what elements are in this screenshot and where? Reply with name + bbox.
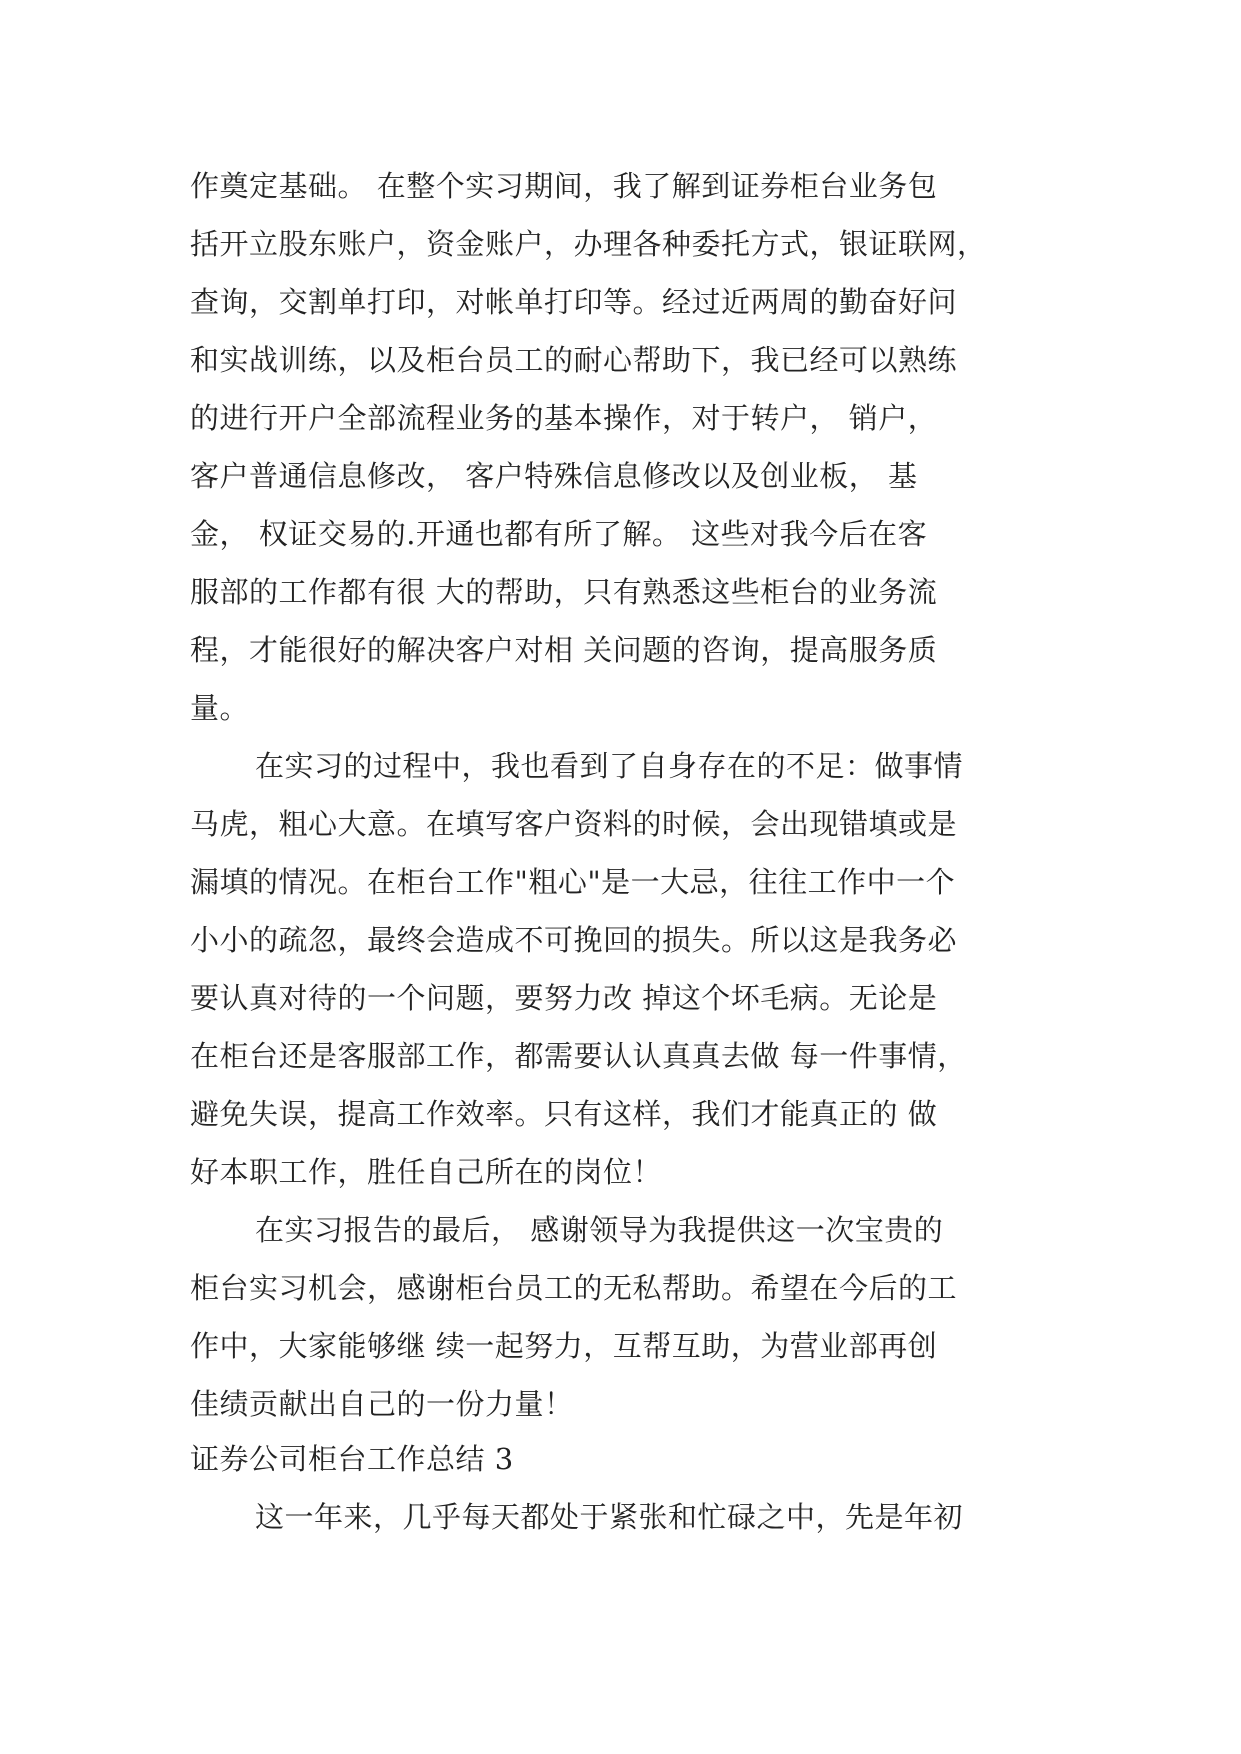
text-line: 避免失误，提高工作效率。只有这样，我们才能真正的 做 bbox=[190, 1097, 938, 1131]
text-line: 马虎，粗心大意。在填写客户资料的时候，会出现错填或是 bbox=[190, 807, 958, 841]
text-line: 在柜台还是客服部工作，都需要认认真真去做 每一件事情， bbox=[190, 1039, 967, 1073]
text-line: 好本职工作，胜任自己所在的岗位！ bbox=[190, 1155, 663, 1189]
text-line: 括开立股东账户，资金账户，办理各种委托方式，银证联网， bbox=[190, 227, 987, 261]
text-line: 要认真对待的一个问题，要努力改 掉这个坏毛病。无论是 bbox=[190, 981, 938, 1015]
text-line: 量。 bbox=[190, 691, 250, 725]
section-heading: 证券公司柜台工作总结 3 bbox=[190, 1442, 514, 1476]
text-line: 柜台实习机会，感谢柜台员工的无私帮助。希望在今后的工 bbox=[190, 1271, 958, 1305]
text-line: 作奠定基础。 在整个实习期间，我了解到证券柜台业务包 bbox=[190, 169, 938, 203]
text-line: 客户普通信息修改， 客户特殊信息修改以及创业板， 基 bbox=[190, 459, 918, 493]
text-line: 漏填的情况。在柜台工作"粗心"是一大忌，往往工作中一个 bbox=[190, 865, 956, 899]
text-line: 佳绩贡献出自己的一份力量！ bbox=[190, 1387, 574, 1421]
text-line: 金， 权证交易的.开通也都有所了解。 这些对我今后在客 bbox=[190, 517, 928, 551]
text-line: 查询，交割单打印，对帐单打印等。经过近两周的勤奋好问 bbox=[190, 285, 958, 319]
paragraph-first-line: 在实习报告的最后， 感谢领导为我提供这一次宝贵的 bbox=[255, 1213, 944, 1247]
text-line: 作中，大家能够继 续一起努力，互帮互助，为营业部再创 bbox=[190, 1329, 938, 1363]
text-line: 和实战训练，以及柜台员工的耐心帮助下，我已经可以熟练 bbox=[190, 343, 958, 377]
text-line: 程，才能很好的解决客户对相 关问题的咨询，提高服务质 bbox=[190, 633, 938, 667]
text-line: 的进行开户全部流程业务的基本操作，对于转户， 销户， bbox=[190, 401, 938, 435]
text-line: 服部的工作都有很 大的帮助，只有熟悉这些柜台的业务流 bbox=[190, 575, 938, 609]
text-line: 小小的疏忽，最终会造成不可挽回的损失。所以这是我务必 bbox=[190, 923, 958, 957]
paragraph-first-line: 这一年来，几乎每天都处于紧张和忙碌之中，先是年初 bbox=[255, 1500, 964, 1534]
paragraph-first-line: 在实习的过程中，我也看到了自身存在的不足：做事情 bbox=[255, 749, 964, 783]
